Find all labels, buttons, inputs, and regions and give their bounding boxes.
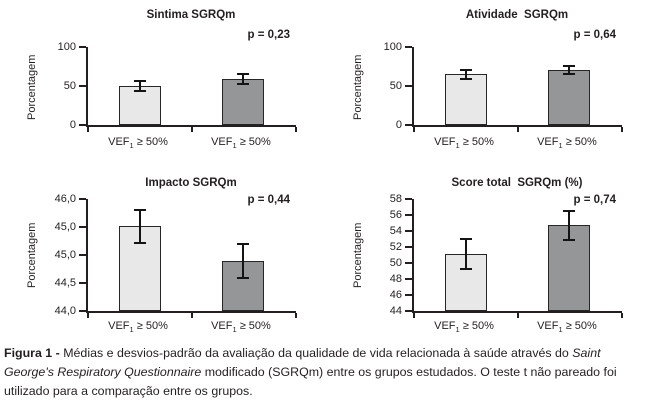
y-axis-label: Porcentagem xyxy=(26,54,38,120)
y-tick-label: 0 xyxy=(395,119,402,131)
chart-score-total-sgrqm xyxy=(326,172,652,340)
error-bar-cap xyxy=(460,78,472,80)
y-tick-label: 100 xyxy=(57,41,76,53)
y-tick xyxy=(405,124,412,126)
error-bar-cap xyxy=(563,239,575,241)
error-bar-cap xyxy=(237,243,249,245)
figure-caption xyxy=(4,344,650,401)
y-tick xyxy=(405,246,412,248)
error-bar-cap xyxy=(237,73,249,75)
y-tick-label: 0 xyxy=(69,119,76,131)
error-bar xyxy=(242,244,244,278)
chart-sintoma-sgrqm xyxy=(0,4,326,172)
y-tick xyxy=(79,85,86,87)
p-value-label: p = 0,74 xyxy=(573,194,616,206)
y-tick xyxy=(79,124,86,126)
x-tick xyxy=(295,127,297,132)
x-category-label: $VEF_1 \ge 50\%$ xyxy=(537,136,597,151)
error-bar xyxy=(568,211,570,240)
caption-segment: Saint xyxy=(572,346,601,360)
x-category-label: $VEF_1 \ge 50\%$ xyxy=(434,136,494,151)
error-bar-cap xyxy=(460,69,472,71)
y-tick xyxy=(79,254,86,256)
y-tick-label: 44 xyxy=(389,305,402,317)
subscript: 1 xyxy=(232,325,237,335)
plot-area xyxy=(389,193,622,317)
y-tick xyxy=(405,214,412,216)
x-tick xyxy=(295,313,297,318)
y-tick-label: 46,0 xyxy=(54,193,76,205)
chart-title: Score total SGRQm (%) xyxy=(451,177,583,189)
y-tick xyxy=(79,282,86,284)
bar-dark xyxy=(222,79,264,125)
subscript: 1 xyxy=(455,325,460,335)
y-tick-label: 46 xyxy=(389,289,402,301)
y-tick xyxy=(79,226,86,228)
y-tick xyxy=(405,46,412,48)
error-bar-cap xyxy=(460,268,472,270)
y-tick-label: 45,0 xyxy=(54,221,76,233)
x-tick xyxy=(413,127,415,132)
y-tick-label: 52 xyxy=(389,241,402,253)
x-category-label: $VEF_1 \ge 50\%$ xyxy=(537,320,597,335)
x-category-label: $VEF_1 \ge 50\%$ xyxy=(211,136,271,151)
subscript: 1 xyxy=(129,141,134,151)
x-tick xyxy=(621,127,623,132)
chart-title: Sintima SGRQm xyxy=(146,9,236,21)
y-tick xyxy=(405,198,412,200)
y-tick xyxy=(79,46,86,48)
error-bar-cap xyxy=(134,209,146,211)
caption-segment: modificado (SGRQm) entre os grupos estudados. O teste t não pareado foi xyxy=(201,365,617,379)
subscript: 1 xyxy=(232,141,237,151)
x-axis-labels xyxy=(86,318,294,336)
caption-segment: Figura 1 - xyxy=(4,346,64,360)
chart-impacto-sgrqm xyxy=(0,172,326,340)
x-category-label: $VEF_1 \ge 50\%$ xyxy=(211,320,271,335)
error-bar-cap xyxy=(134,80,146,82)
y-tick-label: 58 xyxy=(389,193,402,205)
error-bar-cap xyxy=(237,83,249,85)
chart-title: Atividade SGRQm xyxy=(465,9,569,21)
y-tick xyxy=(79,198,86,200)
subscript: 1 xyxy=(455,141,460,151)
caption-segment: Médias e desvios-padrão da avaliação da qualidade de vida relacionada à saúde através do xyxy=(63,346,573,360)
y-tick-label: 50 xyxy=(389,80,402,92)
y-tick-label: 44,0 xyxy=(54,305,76,317)
y-tick-label: 45,0 xyxy=(54,249,76,261)
caption-segment: utilizado para a comparação entre os grupos. xyxy=(4,384,253,398)
error-bar-cap xyxy=(563,65,575,67)
bar-dark xyxy=(548,70,590,125)
y-tick xyxy=(79,310,86,312)
y-axis-label: Porcentagem xyxy=(26,222,38,288)
x-category-label: $VEF_1 \ge 50\%$ xyxy=(108,136,168,151)
error-bar-cap xyxy=(563,73,575,75)
x-axis-labels xyxy=(86,134,294,152)
y-tick xyxy=(405,262,412,264)
y-tick xyxy=(405,294,412,296)
error-bar-cap xyxy=(563,210,575,212)
x-tick xyxy=(517,127,519,132)
x-tick xyxy=(87,127,89,132)
y-axis-label: Porcentagem xyxy=(352,54,364,120)
plot-area xyxy=(57,41,296,131)
chart-atividade-sgrqm xyxy=(326,4,652,172)
y-tick-label: 50 xyxy=(389,257,402,269)
y-tick xyxy=(405,278,412,280)
y-axis-label: Porcentagem xyxy=(352,222,364,288)
x-category-label: $VEF_1 \ge 50\%$ xyxy=(434,320,494,335)
x-tick xyxy=(621,313,623,318)
y-tick-label: 56 xyxy=(389,209,402,221)
error-bar-cap xyxy=(460,238,472,240)
x-axis-labels xyxy=(412,318,620,336)
error-bar-cap xyxy=(237,277,249,279)
error-bar xyxy=(465,239,467,269)
y-tick-label: 50 xyxy=(63,80,76,92)
x-axis-labels xyxy=(412,134,620,152)
subscript: 1 xyxy=(558,325,563,335)
subscript: 1 xyxy=(558,141,563,151)
y-tick xyxy=(405,230,412,232)
error-bar-cap xyxy=(134,90,146,92)
y-tick-label: 54 xyxy=(389,225,402,237)
y-tick-label: 100 xyxy=(383,41,402,53)
x-tick xyxy=(191,127,193,132)
bar-light xyxy=(445,74,487,125)
p-value-label: p = 0,64 xyxy=(573,29,616,41)
error-bar xyxy=(139,210,141,244)
plot-area xyxy=(54,193,296,317)
y-tick-label: 44,5 xyxy=(54,277,76,289)
y-tick-label: 48 xyxy=(389,273,402,285)
p-value-label: p = 0,23 xyxy=(247,29,290,41)
y-tick xyxy=(405,85,412,87)
p-value-label: p = 0,44 xyxy=(247,194,290,206)
x-category-label: $VEF_1 \ge 50\%$ xyxy=(108,320,168,335)
y-tick xyxy=(405,310,412,312)
chart-title: Impacto SGRQm xyxy=(145,177,237,189)
plot-area xyxy=(383,41,622,131)
error-bar-cap xyxy=(134,242,146,244)
subscript: 1 xyxy=(129,325,134,335)
caption-segment: George's Respiratory Questionnaire xyxy=(4,365,202,379)
